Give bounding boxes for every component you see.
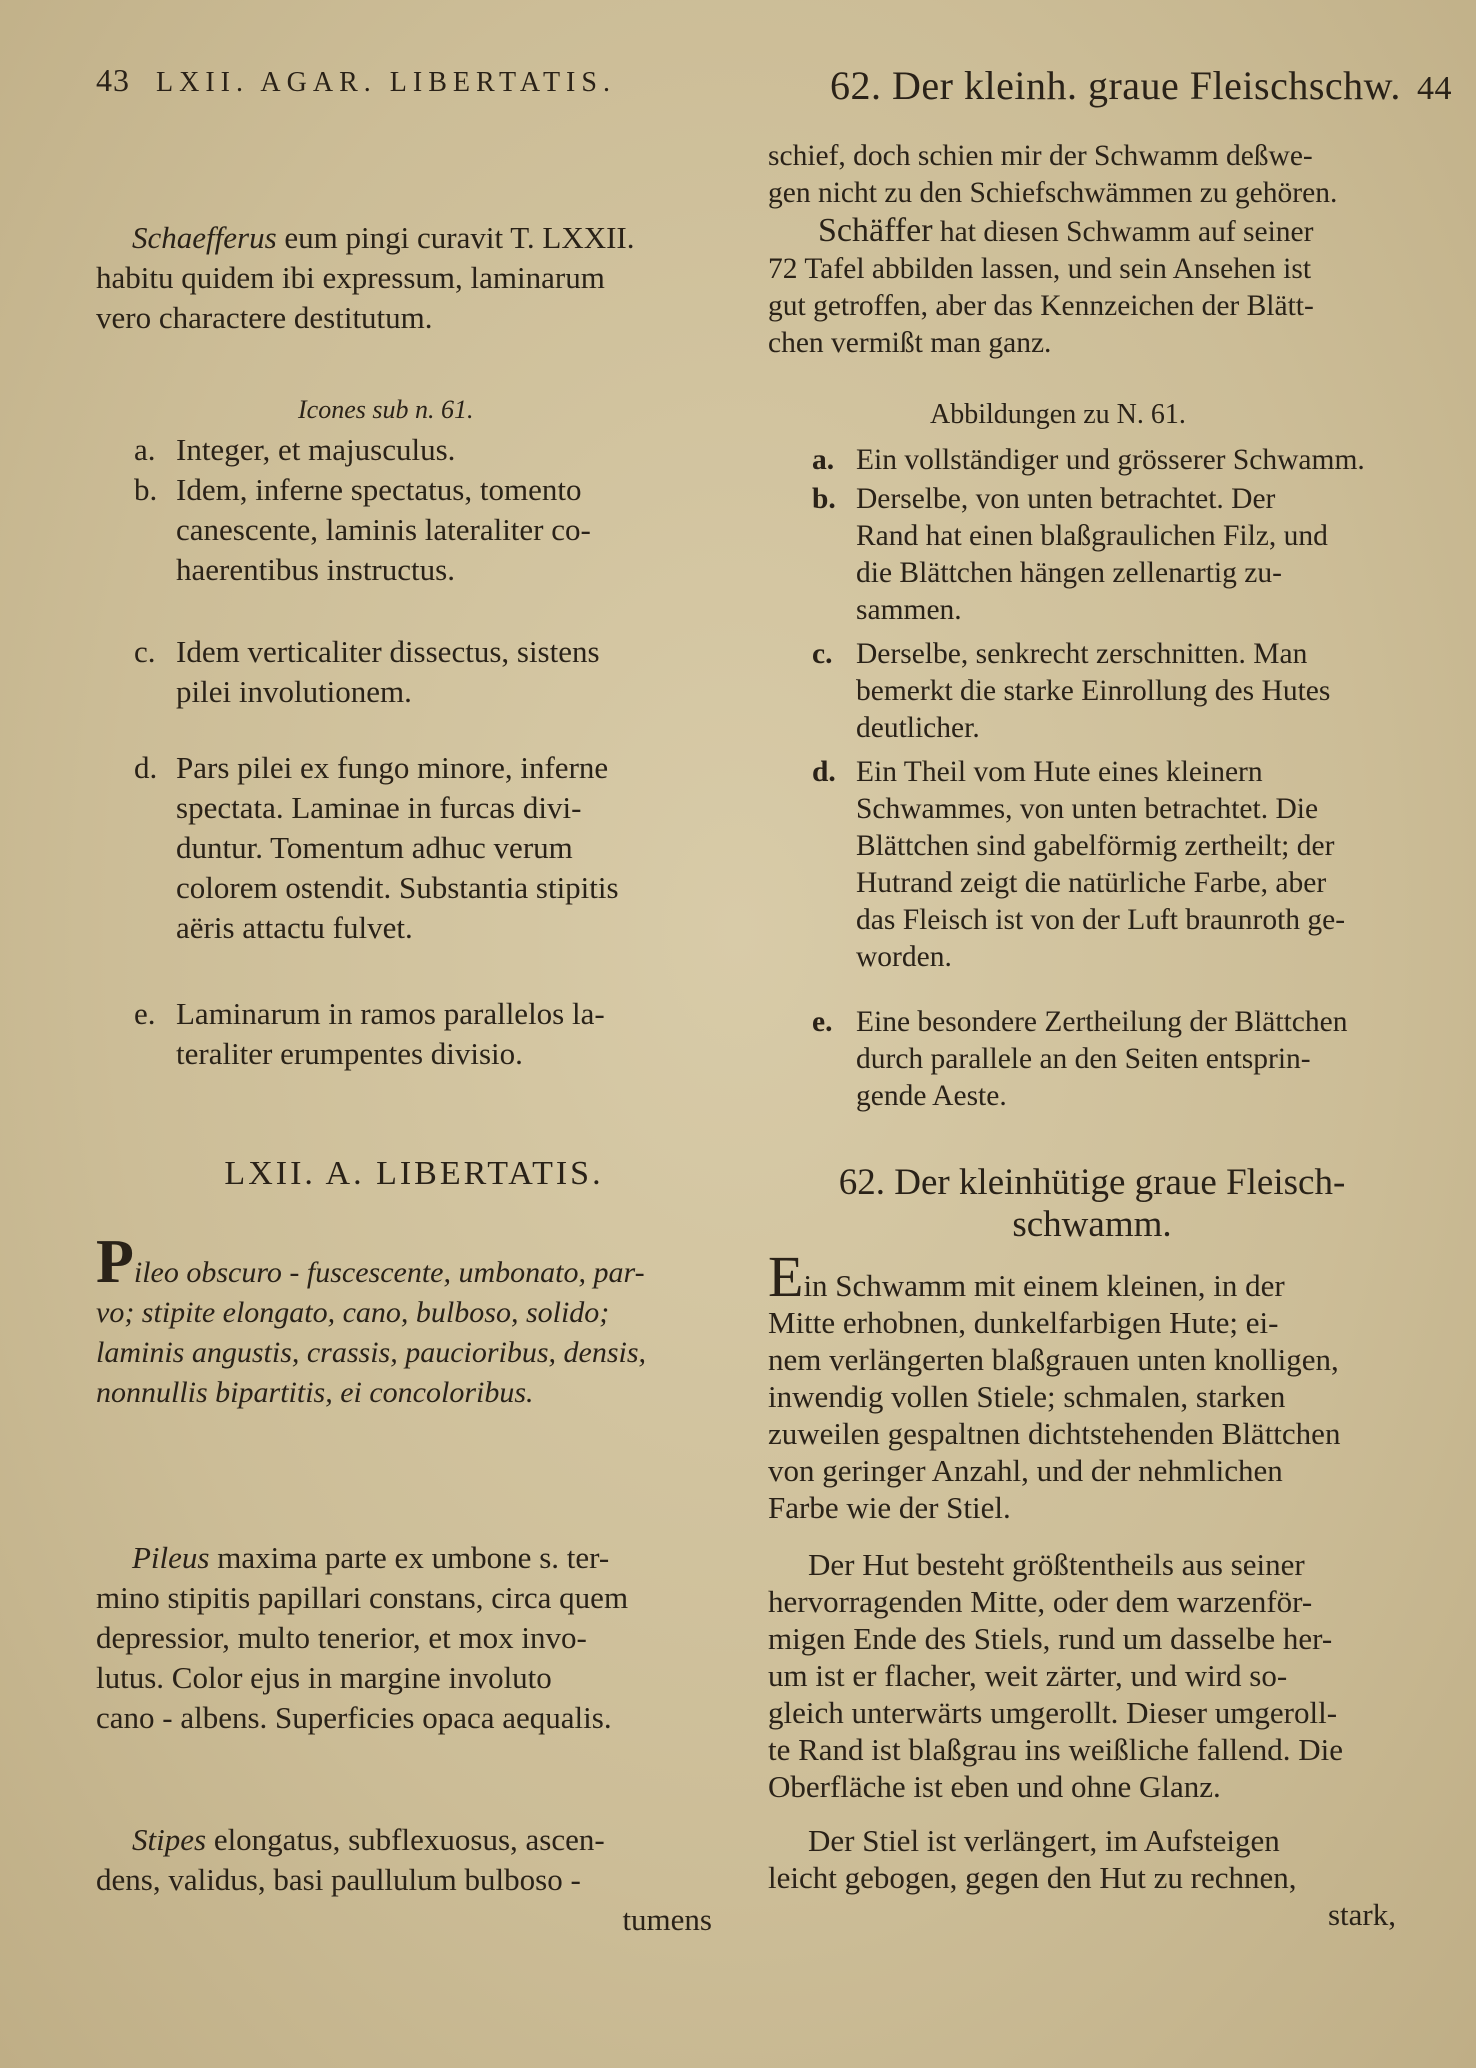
abbildungen-title: Abbildungen zu N. 61. [930,399,1186,430]
pileus-text: depressior, multo tenerior, et mox invo- [96,1620,587,1655]
left-section-title: LXII. A. LIBERTATIS. [224,1155,604,1192]
item-label: c. [134,634,156,669]
item-label: b. [134,472,158,507]
pileus-text: cano - albens. Superficies opaca aequalis. [96,1700,612,1735]
intro-text: gut getroffen, aber das Kennzeichen der Blätt- [768,290,1314,322]
item-text: Hutrand zeigt die natürliche Farbe, aber [856,867,1327,899]
intro-text: vero charactere destitutum. [96,300,433,335]
item-label: b. [812,483,836,515]
diagnosis-text: vo; stipite elongato, cano, bulboso, solido; [96,1296,610,1329]
item-text: colorem ostendit. Substantia stipitis [176,870,619,905]
item-text: durch parallele an den Seiten entsprin- [856,1043,1311,1075]
pileus-text: mino stipitis papillari constans, circa quem [96,1580,629,1615]
item-text: deutlicher. [856,712,980,744]
left-page-header [96,62,616,99]
desc-text: inwendig vollen Stiele; schmalen, starken [768,1379,1286,1414]
diagnosis-text: nonnullis bipartitis, ei concoloribus. [96,1376,534,1409]
right-description [768,1244,1416,1526]
item-text: spectata. Laminae in furcas divi- [176,790,582,825]
right-catchword: stark, [1327,1897,1396,1932]
intro-author: Schaefferus [132,220,277,255]
item-text: gende Aeste. [856,1080,1007,1112]
hut-text: migen Ende des Stiels, rund um dasselbe her- [768,1621,1333,1656]
left-item-a [96,430,732,470]
dropcap: E [768,1244,804,1309]
section-title-line: schwamm. [1012,1204,1172,1245]
stipes-text: dens, validus, basi paullulum bulboso - [96,1862,581,1897]
item-label: d. [134,750,158,785]
hut-text: Der Hut besteht größtentheils aus seiner [808,1547,1305,1582]
item-label: e. [134,996,156,1031]
hut-text: um ist er flacher, weit zärter, und wird so- [768,1658,1288,1693]
pileus-text: lutus. Color ejus in margine involuto [96,1660,552,1695]
right-section-title [768,1162,1416,1246]
icones-title: Icones sub n. 61. [298,395,474,424]
item-label: a. [812,444,835,476]
item-label: c. [812,638,833,670]
item-text: sammen. [856,594,962,626]
item-label: e. [812,1006,833,1038]
desc-text: in Schwamm mit einem kleinen, in der [803,1268,1285,1303]
left-running-title: LXII. AGAR. LIBERTATIS. [156,67,616,98]
item-text: canescente, laminis lateraliter co- [176,512,591,547]
item-text: pilei involutionem. [176,674,412,709]
dropcap: P [96,1228,134,1296]
item-label: d. [812,756,836,788]
desc-text: nem verlängerten blaßgrauen unten knolligen, [768,1342,1339,1377]
left-page-number: 43 [96,62,130,98]
item-text: Schwammes, von unten betrachtet. Die [856,793,1319,825]
item-text: Rand hat einen blaßgraulichen Filz, und [856,520,1328,552]
right-running-title: 62. Der kleinh. graue Fleischschw. [830,63,1401,108]
desc-text: Farbe wie der Stiel. [768,1490,1011,1525]
pileus-text: maxima parte ex umbone s. ter- [209,1540,610,1575]
intro-text: eum pingi curavit T. LXXII. [276,220,635,255]
intro-text: habitu quidem ibi expressum, laminarum [96,260,605,295]
left-pileus-paragraph [96,1538,732,1738]
left-stipes-paragraph [96,1820,732,1940]
item-text: bemerkt die starke Einrollung des Hutes [856,675,1331,707]
right-page-number: 44 [1416,70,1452,107]
diagnosis-text: ileo obscuro - fuscescente, umbonato, par- [133,1256,645,1289]
item-text: Pars pilei ex fungo minore, inferne [176,750,609,785]
intro-text: hat diesen Schwamm auf seiner [932,216,1314,248]
stiel-text: Der Stiel ist verlängert, im Aufsteigen [808,1823,1280,1858]
item-label: a. [134,432,156,467]
right-page-header [830,62,1452,109]
right-hut-paragraph [768,1546,1416,1805]
item-text: Ein vollständiger und grösserer Schwamm. [856,444,1365,476]
right-stiel-paragraph [768,1822,1416,1933]
desc-text: zuweilen gespaltnen dichtstehenden Blättchen [768,1416,1341,1451]
left-intro [96,218,732,338]
item-text: Derselbe, von unten betrachtet. Der [856,483,1276,515]
left-diagnosis [96,1228,732,1413]
right-intro [768,138,1416,362]
desc-text: von geringer Anzahl, und der nehmlichen [768,1453,1283,1488]
item-text: Eine besondere Zertheilung der Blättchen [856,1006,1348,1038]
item-text: Idem, inferne spectatus, tomento [176,472,582,507]
hut-text: Oberfläche ist eben und ohne Glanz. [768,1769,1221,1804]
right-item-e [768,1004,1416,1115]
item-text: Integer, et majusculus. [176,432,456,467]
intro-text: gen nicht zu den Schiefschwämmen zu gehören. [768,177,1338,209]
stipes-label: Stipes [132,1822,207,1857]
item-text: Laminarum in ramos parallelos la- [176,996,605,1031]
left-item-b [96,470,732,590]
left-item-e [96,994,732,1074]
left-item-d [96,748,732,948]
diagnosis-text: laminis angustis, crassis, paucioribus, densis, [96,1336,647,1369]
item-text: Idem verticaliter dissectus, sistens [176,634,600,669]
item-text: aëris attactu fulvet. [176,910,413,945]
item-text: worden. [856,941,952,973]
item-text: Blättchen sind gabelförmig zertheilt; der [856,830,1335,862]
left-item-c [96,632,732,712]
right-item-c [768,636,1416,747]
desc-text: Mitte erhobnen, dunkelfarbigen Hute; ei- [768,1305,1279,1340]
pileus-label: Pileus [132,1540,210,1575]
item-text: die Blättchen hängen zellenartig zu- [856,557,1282,589]
hut-text: gleich unterwärts umgerollt. Dieser umgeroll- [768,1695,1338,1730]
hut-text: te Rand ist blaßgrau ins weißliche fallend. Die [768,1732,1344,1767]
item-text: Ein Theil vom Hute eines kleinern [856,756,1263,788]
item-text: Derselbe, senkrecht zerschnitten. Man [856,638,1308,670]
item-text: das Fleisch ist von der Luft braunroth ge- [856,904,1346,936]
intro-text: chen vermißt man ganz. [768,327,1052,359]
stipes-text: elongatus, subflexuosus, ascen- [206,1822,605,1857]
item-text: teraliter erumpentes divisio. [176,1036,523,1071]
item-text: haerentibus instructus. [176,552,455,587]
intro-text: schief, doch schien mir der Schwamm deßwe- [768,140,1313,172]
left-catchword: tumens [622,1902,712,1937]
intro-author: Schäffer [818,212,933,249]
stiel-text: leicht gebogen, gegen den Hut zu rechnen, [768,1860,1297,1895]
section-title-line: 62. Der kleinhütige graue Fleisch- [838,1162,1346,1203]
right-item-d [768,754,1416,976]
hut-text: hervorragenden Mitte, oder dem warzenför- [768,1584,1313,1619]
right-item-a [768,442,1416,479]
item-text: duntur. Tomentum adhuc verum [176,830,573,865]
right-item-b [768,481,1416,629]
intro-text: 72 Tafel abbilden lassen, und sein Ansehen ist [768,253,1312,285]
